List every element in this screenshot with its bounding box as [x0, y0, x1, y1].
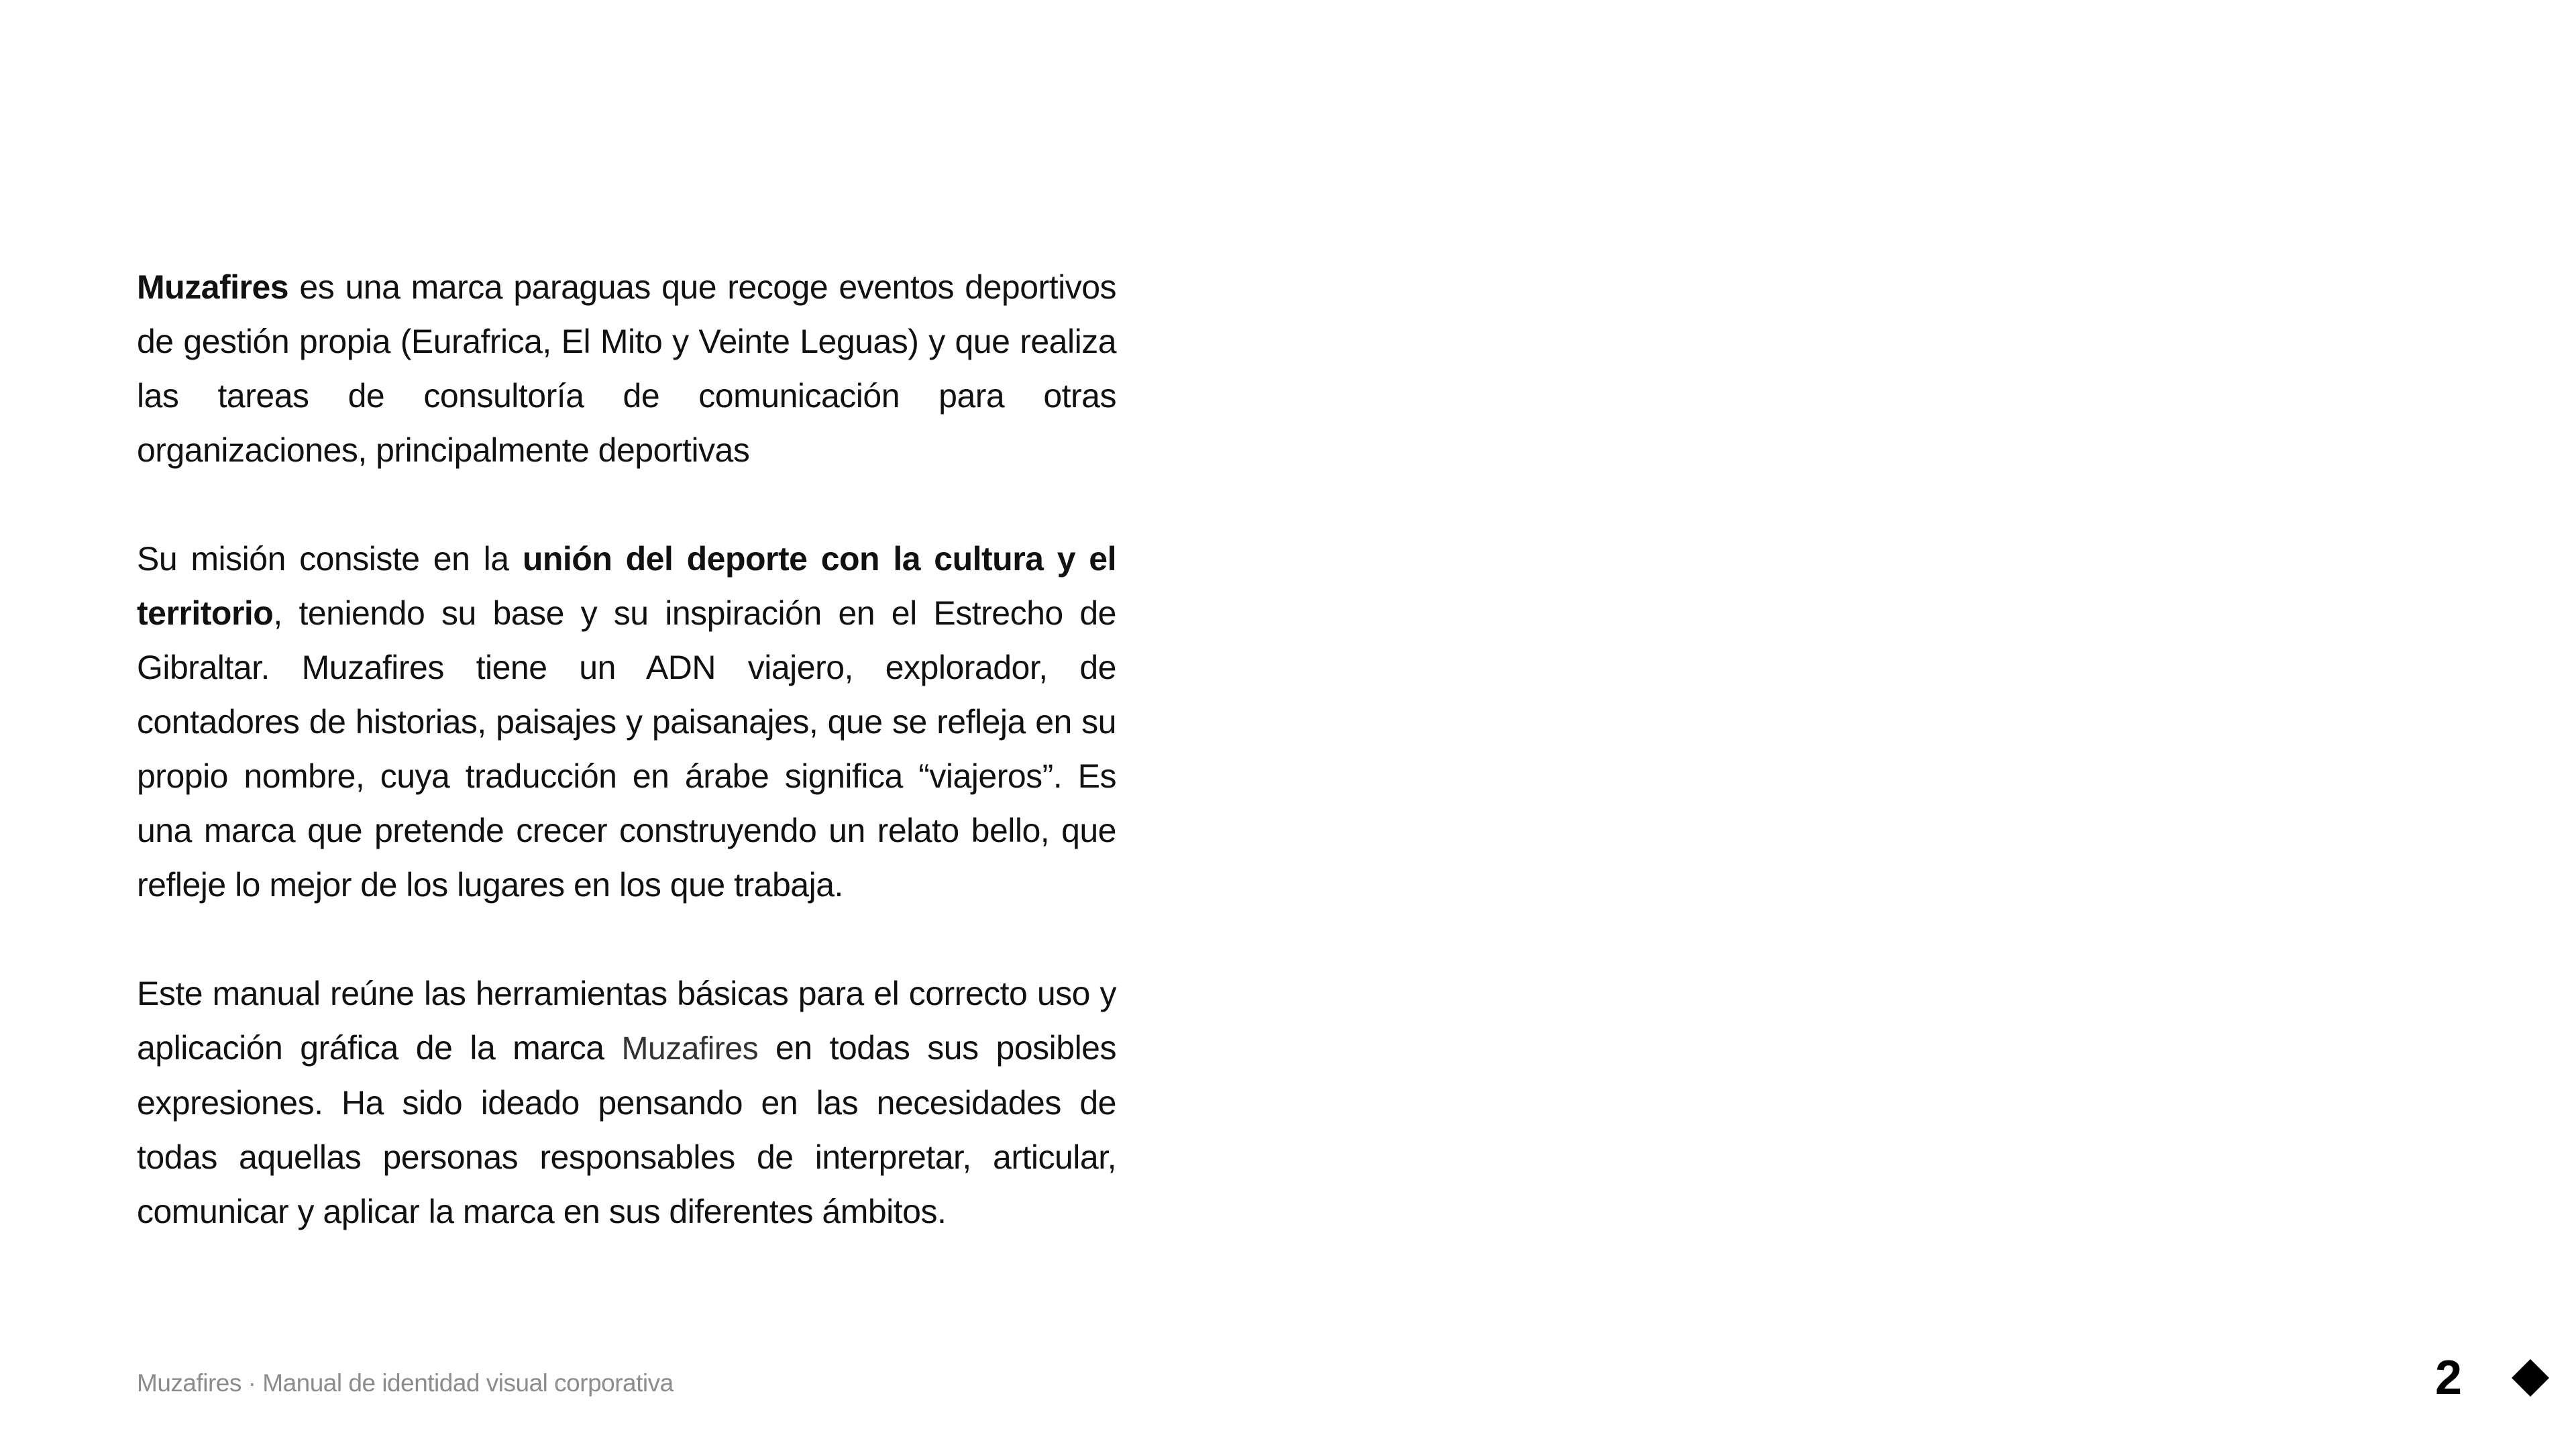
manual-paragraph: [137, 967, 1116, 1239]
intro-paragraph-text: es una marca paraguas que recoge eventos deportivos de gestión propia (Eurafrica, El Mito y Veinte Leguas) y que realiza las tareas de consultoría de comunicación para otras organizaciones, principalmente deportivas: [137, 268, 1116, 469]
brand-name-bold: Muzafires: [137, 268, 289, 306]
manual-rest-text: en todas sus posibles expresiones. Ha sido ideado pensando en las necesidades de todas aquellas personas responsables de interpretar, articular, comunicar y aplicar la marca en sus diferentes ámbitos.: [137, 1029, 1116, 1230]
page-number: 2: [2435, 1351, 2463, 1405]
mission-lead-text: Su misión consiste en la: [137, 540, 523, 578]
diamond-icon: [2510, 1358, 2551, 1398]
mission-highlight: unión del deporte con la cultura y el territorio: [137, 540, 1116, 632]
mission-paragraph: [137, 532, 1116, 912]
mission-rest-text: , teniendo su base y su inspiración en el Estrecho de Gibraltar. Muzafires tiene un ADN viajero, explorador, de contadores de historias, paisajes y paisanajes, que se refleja en su propio nombre, cuya traducción en árabe significa “viajeros”. Es una marca que pretende crecer construyendo un relato bello, que refleje lo mejor de los lugares en los que trabaja.: [137, 594, 1116, 904]
body-text: [137, 260, 1116, 1239]
manual-lead-text: Este manual reúne las herramientas básicas para el correcto uso y aplicación gráfica de la marca: [137, 975, 1116, 1067]
footer-title: Muzafires · Manual de identidad visual corporativa: [137, 1369, 674, 1397]
brand-name-inline: Muzafires: [621, 1031, 759, 1067]
intro-paragraph: [137, 260, 1116, 478]
